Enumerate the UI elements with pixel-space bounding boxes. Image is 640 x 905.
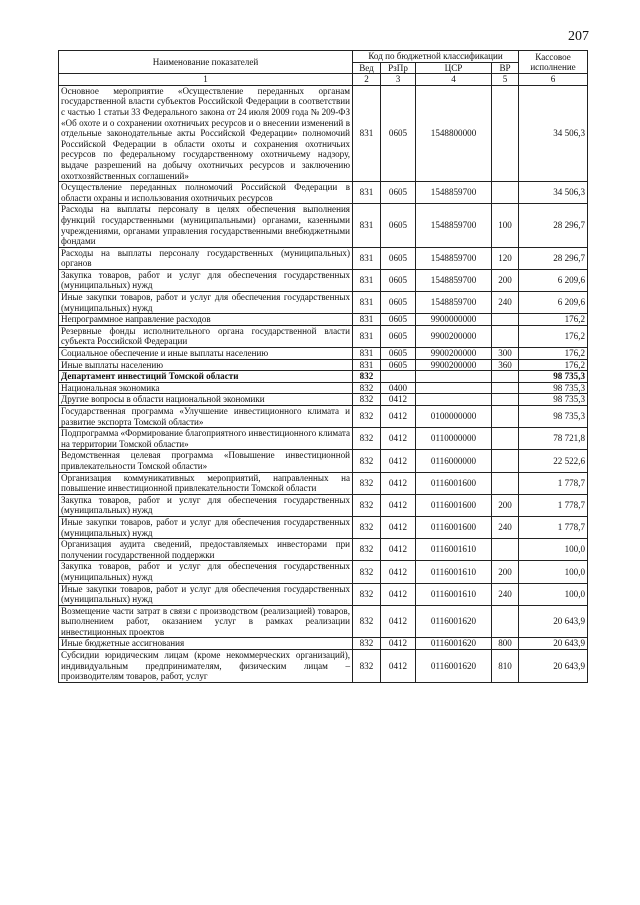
row-csr: 0116001600: [416, 472, 492, 494]
row-amount: 20 643,9: [519, 638, 588, 650]
row-csr: 0116001620: [416, 638, 492, 650]
header-rzpr: РзПр: [381, 62, 416, 74]
table-row: [59, 348, 588, 360]
row-rzpr: 0412: [381, 583, 416, 605]
row-ved: 832: [353, 516, 381, 538]
row-vr: 240: [492, 292, 519, 314]
row-amount: 22 522,6: [519, 450, 588, 472]
row-vr: 810: [492, 650, 519, 683]
row-rzpr: 0412: [381, 450, 416, 472]
row-rzpr: 0412: [381, 472, 416, 494]
row-vr: [492, 85, 519, 181]
row-vr: 800: [492, 638, 519, 650]
table-row: [59, 359, 588, 371]
row-vr: 240: [492, 583, 519, 605]
col-number: 2: [353, 74, 381, 86]
row-rzpr: 0412: [381, 406, 416, 428]
table-row: [59, 292, 588, 314]
row-name: Государственная программа «Улучшение инвестиционного климата и развитие экспорта Томской области»: [59, 406, 353, 428]
table-row: [59, 494, 588, 516]
row-vr: 360: [492, 359, 519, 371]
row-csr: 9900000000: [416, 314, 492, 326]
row-amount: 20 643,9: [519, 605, 588, 638]
row-amount: 176,2: [519, 348, 588, 360]
table-row: [59, 182, 588, 204]
row-amount: 100,0: [519, 583, 588, 605]
row-name: Организация аудита сведений, предоставляемых инвесторами при получении государственной поддержки: [59, 539, 353, 561]
row-rzpr: 0605: [381, 325, 416, 347]
table-row: [59, 85, 588, 181]
row-vr: [492, 325, 519, 347]
row-rzpr: 0412: [381, 394, 416, 406]
row-rzpr: 0412: [381, 638, 416, 650]
table-row: [59, 638, 588, 650]
row-ved: 832: [353, 583, 381, 605]
row-csr: 0116001610: [416, 561, 492, 583]
row-vr: [492, 539, 519, 561]
row-csr: 9900200000: [416, 348, 492, 360]
row-ved: 831: [353, 314, 381, 326]
row-ved: 832: [353, 450, 381, 472]
table-row: [59, 314, 588, 326]
row-vr: 200: [492, 494, 519, 516]
row-name: Основное мероприятие «Осуществление переданных органам государственной власти субъектов Российской Федерации в соответствии с частью 1 статьи 33 Федерального закона от 24 июля 2009 года № 209-ФЗ «Об охоте и о сохранении охотничьих ресурсов и о внесении изменений в отдельные законодательные акты Российской Федерации» полномочий Российской Федерации в области охоты и сохранения охотничьих ресурсов по федеральному государственному охотничьему надзору, выдаче разрешений на добычу охотничьих ресурсов и заключению охотхозяйственных соглашений»: [59, 85, 353, 181]
row-amount: 78 721,8: [519, 428, 588, 450]
table-row: [59, 325, 588, 347]
row-amount: 176,2: [519, 314, 588, 326]
row-rzpr: 0605: [381, 182, 416, 204]
row-vr: 100: [492, 204, 519, 247]
row-rzpr: 0605: [381, 247, 416, 269]
row-vr: [492, 450, 519, 472]
table-row: [59, 450, 588, 472]
row-ved: 831: [353, 292, 381, 314]
row-name: Иные бюджетные ассигнования: [59, 638, 353, 650]
row-vr: [492, 382, 519, 394]
row-rzpr: 0412: [381, 428, 416, 450]
row-amount: 6 209,6: [519, 292, 588, 314]
row-vr: 200: [492, 269, 519, 291]
table-row: [59, 472, 588, 494]
row-amount: 34 506,3: [519, 85, 588, 181]
row-rzpr: 0605: [381, 269, 416, 291]
row-ved: 832: [353, 428, 381, 450]
col-number: 4: [416, 74, 492, 86]
table-row: [59, 406, 588, 428]
row-rzpr: 0412: [381, 494, 416, 516]
table-body: [59, 85, 588, 682]
row-rzpr: 0605: [381, 314, 416, 326]
col-number: 5: [492, 74, 519, 86]
row-name: Иные закупки товаров, работ и услуг для обеспечения государственных (муниципальных) нужд: [59, 583, 353, 605]
page-number: 207: [568, 29, 589, 44]
row-vr: [492, 394, 519, 406]
row-ved: 831: [353, 269, 381, 291]
row-name: Национальная экономика: [59, 382, 353, 394]
row-amount: 100,0: [519, 539, 588, 561]
row-ved: 831: [353, 247, 381, 269]
row-ved: 832: [353, 539, 381, 561]
row-csr: 0116001600: [416, 516, 492, 538]
row-csr: 0116001610: [416, 539, 492, 561]
row-amount: 176,2: [519, 325, 588, 347]
row-rzpr: 0605: [381, 348, 416, 360]
row-vr: [492, 472, 519, 494]
row-rzpr: [381, 371, 416, 383]
table-row: [59, 371, 588, 383]
row-rzpr: 0412: [381, 561, 416, 583]
row-csr: 0116001620: [416, 605, 492, 638]
row-rzpr: 0605: [381, 204, 416, 247]
row-amount: 1 778,7: [519, 516, 588, 538]
row-amount: 98 735,3: [519, 382, 588, 394]
row-amount: 98 735,3: [519, 394, 588, 406]
row-csr: 1548859700: [416, 247, 492, 269]
column-number-row: [59, 74, 588, 86]
row-name: Закупка товаров, работ и услуг для обеспечения государственных (муниципальных) нужд: [59, 494, 353, 516]
header-csr: ЦСР: [416, 62, 492, 74]
row-name: Субсидии юридическим лицам (кроме некоммерческих организаций), индивидуальным предпринимателям, физическим лицам – производителям товаров, работ, услуг: [59, 650, 353, 683]
row-vr: 240: [492, 516, 519, 538]
row-amount: 1 778,7: [519, 472, 588, 494]
header-vr: ВР: [492, 62, 519, 74]
row-ved: 832: [353, 394, 381, 406]
row-amount: 98 735,3: [519, 371, 588, 383]
row-amount: 20 643,9: [519, 650, 588, 683]
row-amount: 1 778,7: [519, 494, 588, 516]
table-row: [59, 247, 588, 269]
row-name: Организация коммуникативных мероприятий, направленных на повышение инвестиционной привлекательности Томской области: [59, 472, 353, 494]
col-number: 6: [519, 74, 588, 86]
table-row: [59, 561, 588, 583]
row-csr: 9900200000: [416, 359, 492, 371]
row-ved: 831: [353, 204, 381, 247]
row-ved: 832: [353, 561, 381, 583]
row-ved: 831: [353, 85, 381, 181]
row-csr: 1548859700: [416, 182, 492, 204]
row-amount: 100,0: [519, 561, 588, 583]
header-ved: Вед: [353, 62, 381, 74]
row-name: Расходы на выплаты персоналу государственных (муниципальных) органов: [59, 247, 353, 269]
table-row: [59, 583, 588, 605]
row-name: Иные закупки товаров, работ и услуг для обеспечения государственных (муниципальных) нужд: [59, 292, 353, 314]
row-amount: 98 735,3: [519, 406, 588, 428]
row-amount: 28 296,7: [519, 247, 588, 269]
row-csr: [416, 371, 492, 383]
row-ved: 832: [353, 605, 381, 638]
row-amount: 6 209,6: [519, 269, 588, 291]
row-name: Иные закупки товаров, работ и услуг для обеспечения государственных (муниципальных) нужд: [59, 516, 353, 538]
row-amount: 34 506,3: [519, 182, 588, 204]
table-row: [59, 394, 588, 406]
row-csr: 1548800000: [416, 85, 492, 181]
row-vr: 120: [492, 247, 519, 269]
row-rzpr: 0400: [381, 382, 416, 394]
row-vr: [492, 406, 519, 428]
table-row: [59, 539, 588, 561]
row-name: Резервные фонды исполнительного органа государственной власти субъекта Российской Федерации: [59, 325, 353, 347]
row-rzpr: 0412: [381, 650, 416, 683]
row-ved: 832: [353, 371, 381, 383]
row-vr: [492, 605, 519, 638]
row-csr: 0116001600: [416, 494, 492, 516]
row-ved: 831: [353, 182, 381, 204]
row-ved: 832: [353, 494, 381, 516]
row-rzpr: 0605: [381, 292, 416, 314]
row-ved: 831: [353, 359, 381, 371]
row-csr: [416, 394, 492, 406]
row-name: Департамент инвестиций Томской области: [59, 371, 353, 383]
row-amount: 176,2: [519, 359, 588, 371]
row-csr: 0110000000: [416, 428, 492, 450]
row-ved: 832: [353, 638, 381, 650]
row-rzpr: 0605: [381, 359, 416, 371]
table-row: [59, 650, 588, 683]
row-ved: 832: [353, 382, 381, 394]
row-name: Непрограммное направление расходов: [59, 314, 353, 326]
row-name: Ведомственная целевая программа «Повышение инвестиционной привлекательности Томской области»: [59, 450, 353, 472]
budget-execution-table: [58, 50, 588, 683]
row-vr: [492, 371, 519, 383]
table-row: [59, 382, 588, 394]
row-ved: 832: [353, 650, 381, 683]
row-csr: 0116000000: [416, 450, 492, 472]
row-name: Закупка товаров, работ и услуг для обеспечения государственных (муниципальных) нужд: [59, 561, 353, 583]
row-rzpr: 0412: [381, 516, 416, 538]
table-row: [59, 428, 588, 450]
row-name: Иные выплаты населению: [59, 359, 353, 371]
table-row: [59, 269, 588, 291]
row-name: Социальное обеспечение и иные выплаты населению: [59, 348, 353, 360]
row-csr: 0100000000: [416, 406, 492, 428]
row-ved: 831: [353, 348, 381, 360]
row-rzpr: 0412: [381, 605, 416, 638]
row-name: Осуществление переданных полномочий Российской Федерации в области охраны и использования охотничьих ресурсов: [59, 182, 353, 204]
col-number: 1: [59, 74, 353, 86]
row-csr: 9900200000: [416, 325, 492, 347]
header-name: Наименование показателей: [59, 51, 353, 74]
row-ved: 832: [353, 406, 381, 428]
row-vr: 200: [492, 561, 519, 583]
row-csr: 1548859700: [416, 269, 492, 291]
table-row: [59, 204, 588, 247]
row-rzpr: 0605: [381, 85, 416, 181]
row-name: Закупка товаров, работ и услуг для обеспечения государственных (муниципальных) нужд: [59, 269, 353, 291]
row-ved: 831: [353, 325, 381, 347]
row-name: Расходы на выплаты персоналу в целях обеспечения выполнения функций государственными (муниципальными) органами, казенными учреждениями, органами управления государственными внебюджетными фондами: [59, 204, 353, 247]
row-name: Возмещение части затрат в связи с производством (реализацией) товаров, выполнением работ, оказанием услуг в рамках реализации инвестиционных проектов: [59, 605, 353, 638]
row-vr: [492, 314, 519, 326]
row-csr: 0116001610: [416, 583, 492, 605]
row-rzpr: 0412: [381, 539, 416, 561]
table-row: [59, 516, 588, 538]
col-number: 3: [381, 74, 416, 86]
row-vr: [492, 428, 519, 450]
row-csr: 1548859700: [416, 204, 492, 247]
row-vr: 300: [492, 348, 519, 360]
header-code-group: Код по бюджетной классификации: [353, 51, 519, 63]
header-execution: Кассовое исполнение: [519, 51, 588, 74]
row-csr: 1548859700: [416, 292, 492, 314]
row-csr: [416, 382, 492, 394]
row-csr: 0116001620: [416, 650, 492, 683]
row-name: Другие вопросы в области национальной экономики: [59, 394, 353, 406]
row-amount: 28 296,7: [519, 204, 588, 247]
row-name: Подпрограмма «Формирование благоприятного инвестиционного климата на территории Томской области»: [59, 428, 353, 450]
row-ved: 832: [353, 472, 381, 494]
row-vr: [492, 182, 519, 204]
table-row: [59, 605, 588, 638]
